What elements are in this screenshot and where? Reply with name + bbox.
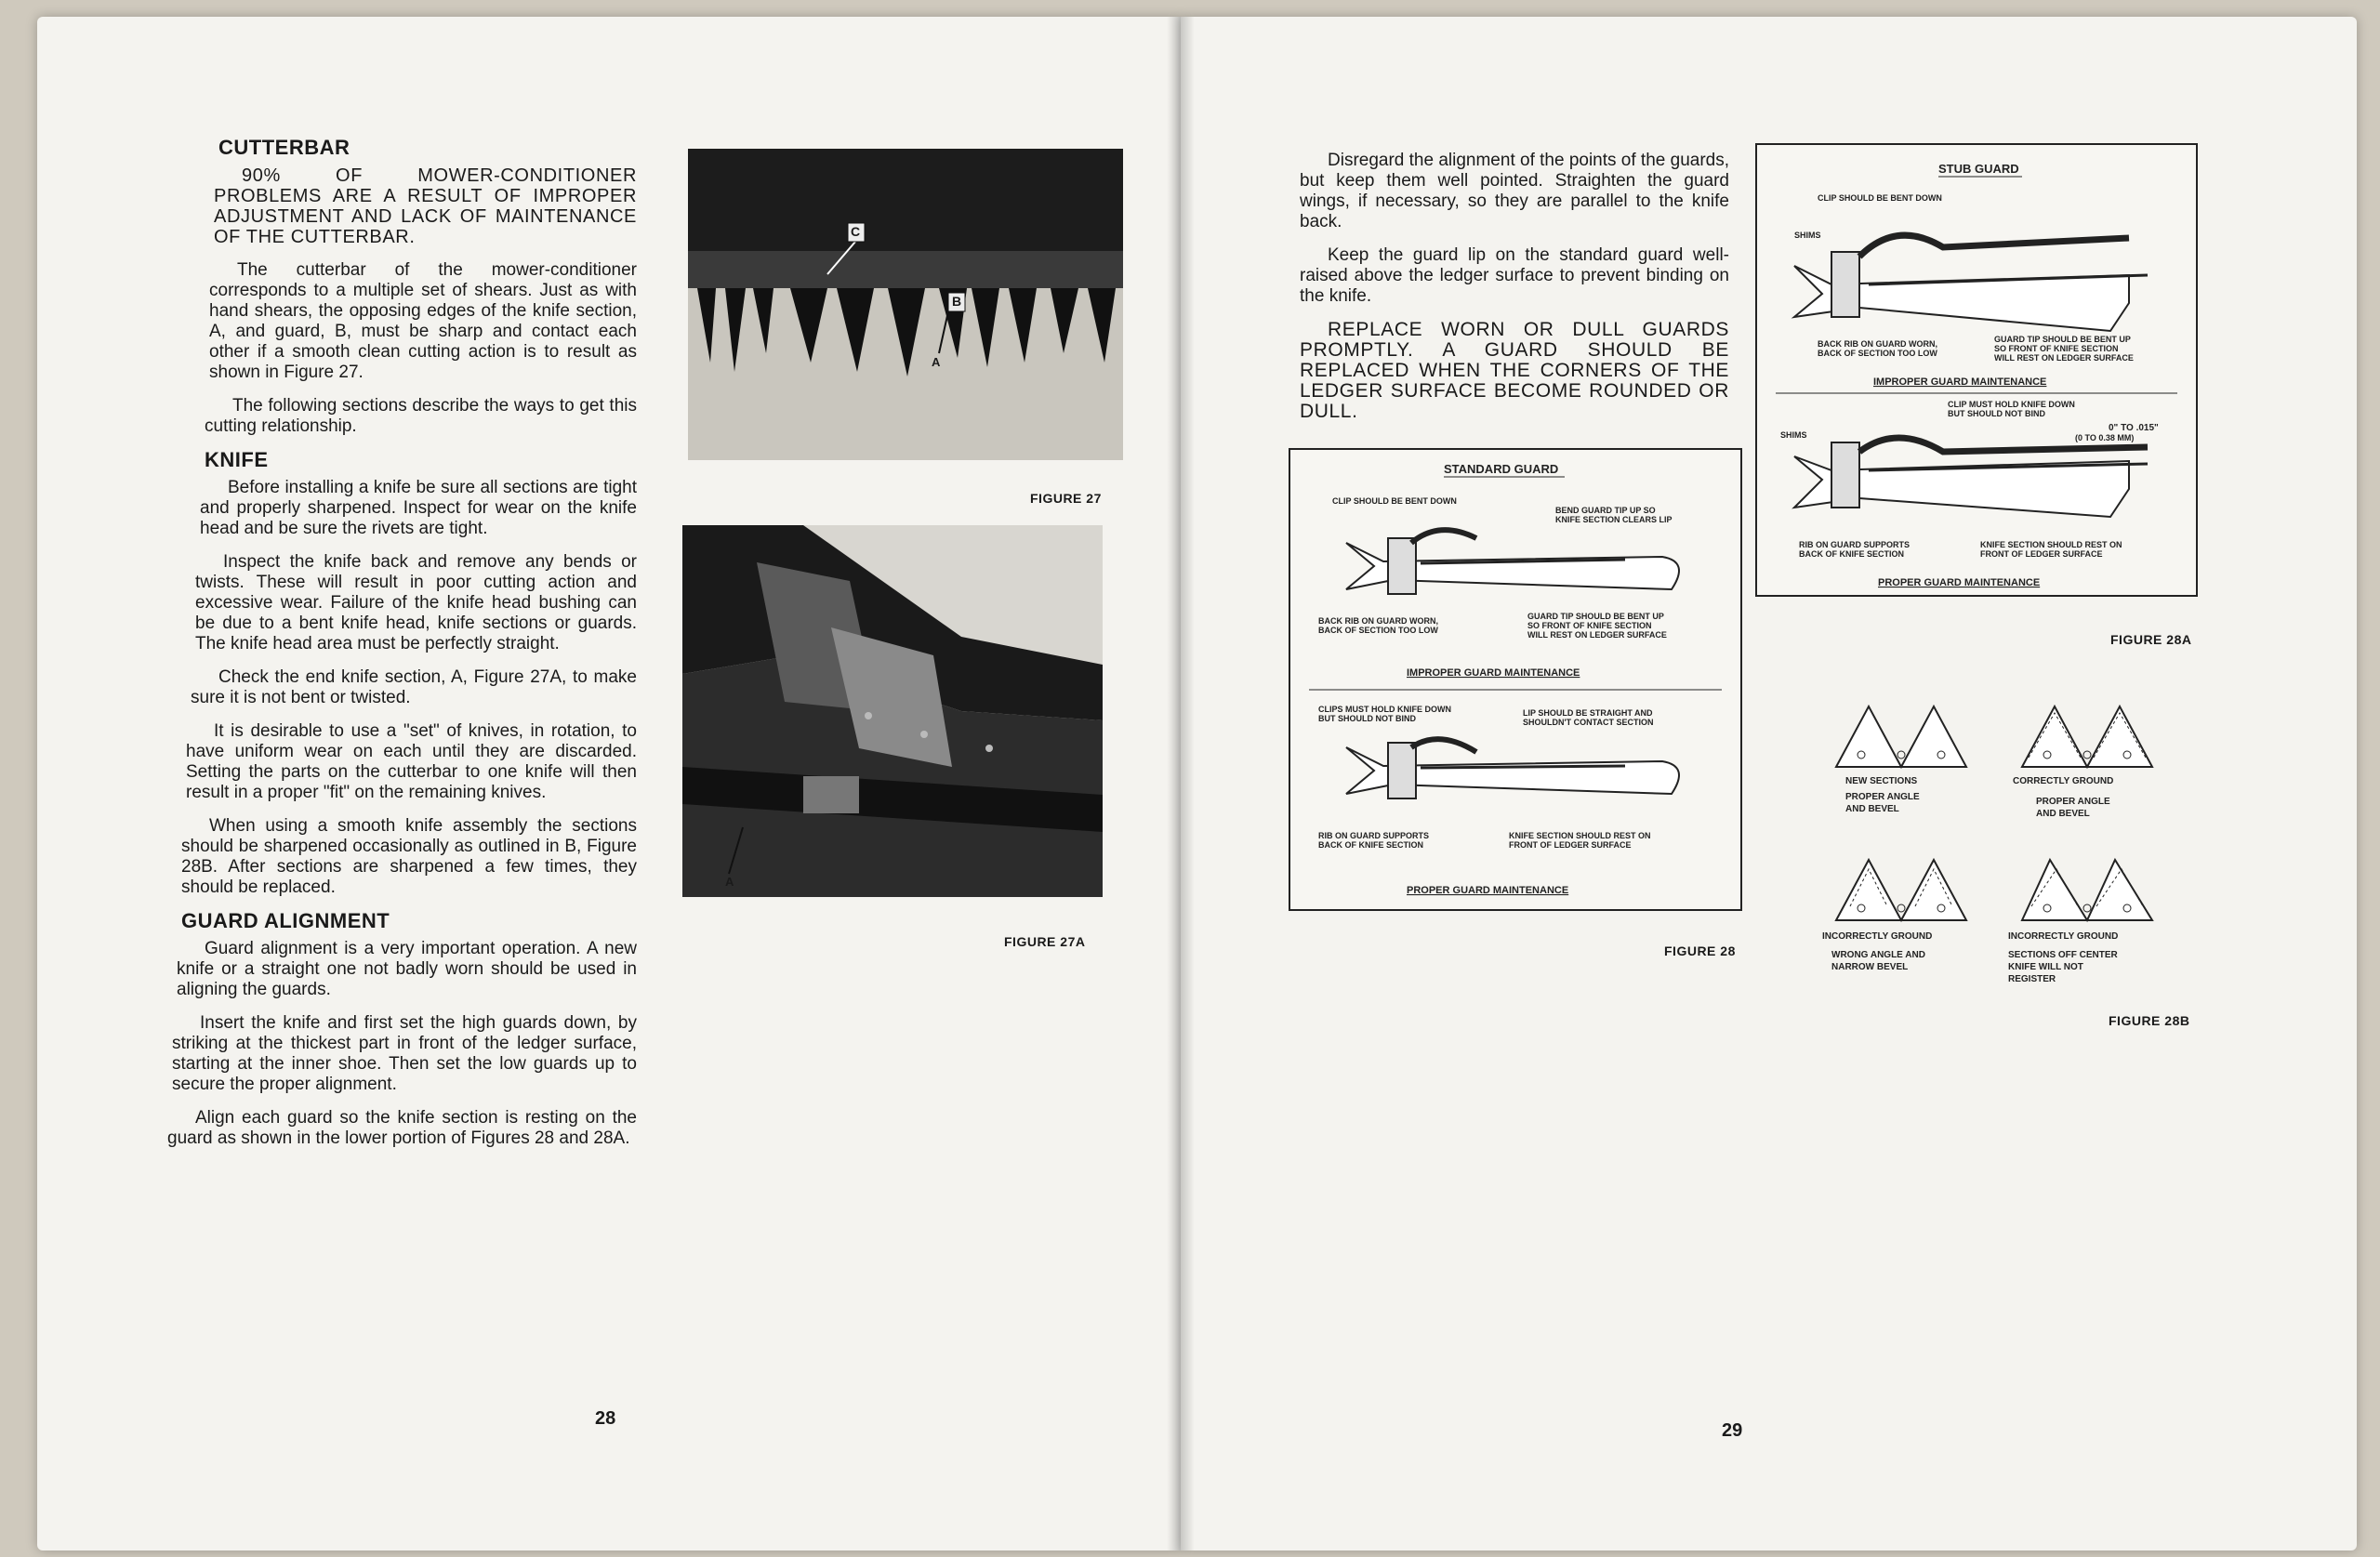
diagram-label: NARROW BEVEL — [1831, 962, 1909, 972]
diagram-label: WILL REST ON LEDGER SURFACE — [1527, 630, 1667, 640]
knife-section-icon — [2022, 706, 2152, 767]
diagram-label: BACK OF SECTION TOO LOW — [1818, 349, 1937, 358]
right-text-column — [1300, 151, 1729, 435]
guard-alignment-paragraph: Align each guard so the knife section is resting on the guard as shown in the lower portion of Figures 28 and 28A. — [167, 1108, 637, 1148]
page-number-right: 29 — [1722, 1420, 1743, 1441]
diagram-label: REGISTER — [2008, 974, 2056, 984]
page-number-left: 28 — [595, 1408, 616, 1429]
figure-28-diagram — [1289, 448, 1742, 911]
diagram-label: CORRECTLY GROUND — [2013, 776, 2114, 786]
diagram-label: 0" TO .015" — [2109, 423, 2159, 433]
diagram-label: PROPER ANGLE — [1845, 792, 1920, 802]
callout-b-label: B — [952, 294, 962, 309]
guard-alignment-paragraph: Guard alignment is a very important operation. A new knife or a straight one not badly worn should be used in aligning the guards. — [177, 939, 637, 999]
diagram-label: INCORRECTLY GROUND — [2008, 931, 2119, 942]
diagram-label: CLIPS MUST HOLD KNIFE DOWN — [1318, 705, 1451, 714]
knife-heading: KNIFE — [205, 448, 269, 471]
figure-27-photo — [688, 149, 1123, 460]
left-text-column — [167, 138, 637, 1162]
diagram-label: RIB ON GUARD SUPPORTS — [1318, 831, 1430, 840]
diagram-label: BUT SHOULD NOT BIND — [1948, 409, 2045, 418]
diagram-label: SHIMS — [1780, 430, 1807, 440]
diagram-label: BACK OF KNIFE SECTION — [1799, 549, 1905, 559]
knife-section-icon — [1836, 706, 1966, 767]
figure-28a-title: STUB GUARD — [1938, 162, 2019, 176]
knife-section-icon — [1836, 860, 1966, 920]
figure-27-caption: FIGURE 27 — [1030, 491, 1102, 506]
figure-28a-diagram — [1755, 143, 2198, 597]
callout-c-label: C — [851, 224, 861, 239]
figure-28b-caption: FIGURE 28B — [2109, 1013, 2190, 1028]
diagram-label: BACK RIB ON GUARD WORN, — [1818, 339, 1937, 349]
diagram-label: SECTIONS OFF CENTER — [2008, 950, 2118, 960]
diagram-label: CLIP MUST HOLD KNIFE DOWN — [1948, 400, 2075, 409]
improper-guard-label: IMPROPER GUARD MAINTENANCE — [1873, 376, 2047, 388]
figure-28-title: STANDARD GUARD — [1444, 462, 1559, 476]
figure-27a-photo — [682, 525, 1103, 897]
diagram-label: SO FRONT OF KNIFE SECTION — [1527, 621, 1652, 630]
figure-27a-caption: FIGURE 27A — [1004, 934, 1086, 949]
book-spine — [1167, 17, 1195, 1550]
diagram-label: (0 TO 0.38 MM) — [2075, 433, 2135, 442]
knife-paragraph: Before installing a knife be sure all sections are tight and properly sharpened. Inspect for wear on the knife head and be sure the rivets are tight. — [200, 478, 637, 538]
diagram-label: FRONT OF LEDGER SURFACE — [1509, 840, 1632, 850]
diagram-label: LIP SHOULD BE STRAIGHT AND — [1523, 708, 1653, 718]
diagram-label: KNIFE SECTION SHOULD REST ON — [1980, 540, 2122, 549]
diagram-label: BUT SHOULD NOT BIND — [1318, 714, 1416, 723]
figure-28b — [1813, 693, 2203, 999]
cutterbar-paragraph: The following sections describe the ways to get this cutting relationship. — [205, 396, 637, 436]
diagram-label: BACK OF SECTION TOO LOW — [1318, 626, 1438, 635]
cutterbar-heading: CUTTERBAR — [218, 136, 350, 159]
diagram-label: RIB ON GUARD SUPPORTS — [1799, 540, 1911, 549]
diagram-label: KNIFE SECTION SHOULD REST ON — [1509, 831, 1651, 840]
diagram-label: KNIFE WILL NOT — [2008, 962, 2083, 972]
knife-paragraph: When using a smooth knife assembly the sections should be sharpened occasionally as outlined in B, Figure 28B. After sections are sharpened a few times, they should be replaced. — [181, 816, 637, 897]
cutterbar-paragraph: The cutterbar of the mower-conditioner corresponds to a multiple set of shears. Just as with hand shears, the opposing edges of the knife section, A, and guard, B, must be sharp and contact each other if a smooth clean cutting action is to result as shown in Figure 27. — [209, 260, 637, 382]
diagram-label: INCORRECTLY GROUND — [1822, 931, 1933, 942]
knife-paragraph: It is desirable to use a "set" of knives, in rotation, to have uniform wear on each until they are discarded. Setting the parts on the cutterbar to one knife will then result in a proper "fit" on the remaining knives. — [186, 721, 637, 802]
diagram-label: BACK RIB ON GUARD WORN, — [1318, 616, 1438, 626]
callout-a-label: A — [932, 355, 941, 369]
callout-a-label: A — [725, 875, 734, 889]
knife-section-icon — [2022, 860, 2152, 920]
diagram-label: WILL REST ON LEDGER SURFACE — [1994, 353, 2134, 363]
proper-guard-label: PROPER GUARD MAINTENANCE — [1878, 577, 2041, 588]
diagram-label: NEW SECTIONS — [1845, 776, 1918, 786]
knife-paragraph: Inspect the knife back and remove any bends or twists. These will result in poor cutting action and excessive wear. Failure of the knife head bushing can be due to a bent knife head, knife sections or guards. The knife head area must be perfectly straight. — [195, 552, 637, 653]
figure-28-caption: FIGURE 28 — [1664, 943, 1736, 958]
diagram-label: BACK OF KNIFE SECTION — [1318, 840, 1424, 850]
figure-28a-caption: FIGURE 28A — [2110, 632, 2192, 647]
diagram-label: PROPER ANGLE — [2036, 797, 2110, 807]
guard-alignment-heading: GUARD ALIGNMENT — [181, 909, 390, 932]
cutterbar-warning: 90% OF MOWER-CONDITIONER PROBLEMS ARE A RESULT OF IMPROPER ADJUSTMENT AND LACK OF MAINTENANCE OF THE CUTTERBAR. — [214, 165, 637, 247]
diagram-label: BEND GUARD TIP UP SO — [1555, 506, 1656, 515]
diagram-label: GUARD TIP SHOULD BE BENT UP — [1994, 335, 2131, 344]
improper-guard-label: IMPROPER GUARD MAINTENANCE — [1407, 667, 1580, 679]
guard-alignment-paragraph: Insert the knife and first set the high guards down, by striking at the thickest part in front of the ledger surface, starting at the inner shoe. Then set the low guards up to secure the proper alignment. — [172, 1013, 637, 1094]
replace-guards-warning: REPLACE WORN OR DULL GUARDS PROMPTLY. A GUARD SHOULD BE REPLACED WHEN THE CORNERS OF THE LEDGER SURFACE BECOME ROUNDED OR DULL. — [1300, 319, 1729, 422]
guard-paragraph: Disregard the alignment of the points of the guards, but keep them well pointed. Straighten the guard wings, if necessary, so they are parallel to the knife back. — [1300, 151, 1729, 231]
diagram-label: SHIMS — [1794, 231, 1821, 240]
diagram-label: WRONG ANGLE AND — [1831, 950, 1925, 960]
diagram-label: SHOULDN'T CONTACT SECTION — [1523, 718, 1654, 727]
diagram-label: CLIP SHOULD BE BENT DOWN — [1818, 193, 1942, 203]
diagram-label: AND BEVEL — [1845, 804, 1899, 814]
diagram-label: CLIP SHOULD BE BENT DOWN — [1332, 496, 1457, 506]
knife-paragraph: Check the end knife section, A, Figure 27A, to make sure it is not bent or twisted. — [191, 667, 637, 707]
proper-guard-label: PROPER GUARD MAINTENANCE — [1407, 885, 1569, 896]
diagram-label: AND BEVEL — [2036, 809, 2090, 819]
diagram-label: KNIFE SECTION CLEARS LIP — [1555, 515, 1673, 524]
diagram-label: GUARD TIP SHOULD BE BENT UP — [1527, 612, 1664, 621]
guard-paragraph: Keep the guard lip on the standard guard well-raised above the ledger surface to prevent binding on the knife. — [1300, 245, 1729, 306]
diagram-label: SO FRONT OF KNIFE SECTION — [1994, 344, 2119, 353]
diagram-label: FRONT OF LEDGER SURFACE — [1980, 549, 2103, 559]
